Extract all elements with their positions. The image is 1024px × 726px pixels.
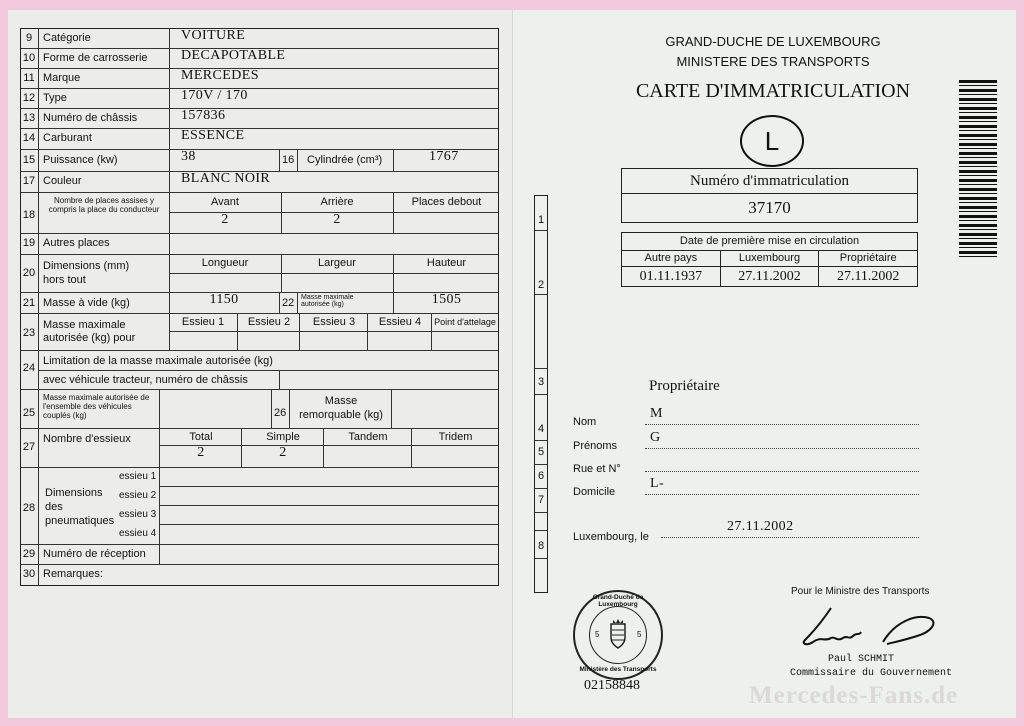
left-page bbox=[8, 10, 513, 718]
owner-date: 27.11.2002 bbox=[836, 269, 900, 284]
issue-date-line bbox=[661, 537, 919, 538]
right-page bbox=[513, 10, 1016, 718]
make-label: Marque bbox=[43, 72, 81, 84]
other-places-label: Autres places bbox=[43, 237, 110, 249]
signer-title: Commissaire du Gouvernement bbox=[789, 668, 953, 679]
luxembourg-date: 27.11.2002 bbox=[721, 267, 820, 286]
row-number: 22 bbox=[282, 297, 295, 309]
domicile-label: Domicile bbox=[573, 486, 616, 498]
approval-number-label: Numéro de réception bbox=[43, 548, 146, 560]
seal-left-number: 5 bbox=[595, 630, 600, 639]
tyre-axle2-label: essieu 2 bbox=[119, 490, 157, 501]
document-title: CARTE D'IMMATRICULATION bbox=[635, 80, 911, 102]
body-type-label: Forme de carrosserie bbox=[43, 52, 148, 64]
coupling-point-header: Point d'attelage bbox=[434, 317, 496, 327]
fuel-label: Carburant bbox=[43, 132, 92, 144]
color-value: BLANC NOIR bbox=[181, 171, 271, 186]
row-number: 29 bbox=[22, 548, 36, 560]
chassis-label: Numéro de châssis bbox=[43, 112, 138, 124]
axle-mass-sublabel: autorisée (kg) pour bbox=[43, 332, 136, 344]
surname-line bbox=[645, 424, 919, 425]
row-number: 25 bbox=[22, 407, 36, 419]
row-number: 18 bbox=[22, 209, 36, 221]
barcode bbox=[959, 80, 997, 260]
towable-mass-label: Masse bbox=[324, 395, 358, 407]
side-number: 6 bbox=[537, 470, 545, 482]
registration-label: Numéro d'immatriculation bbox=[622, 169, 917, 194]
luxembourg-header: Luxembourg bbox=[721, 251, 820, 266]
seal-bottom-text: Ministère des Transports bbox=[579, 666, 657, 673]
displacement-value: 1767 bbox=[429, 149, 459, 164]
ministry-seal bbox=[573, 590, 663, 680]
surname-value: M bbox=[650, 406, 663, 421]
row-number: 14 bbox=[22, 132, 36, 144]
seats-rear-value: 2 bbox=[333, 212, 341, 227]
dimensions-label: Dimensions (mm) bbox=[43, 260, 130, 272]
axle1-header: Essieu 1 bbox=[181, 316, 225, 328]
country-oval bbox=[740, 115, 804, 167]
row-number: 16 bbox=[282, 154, 295, 166]
mass-limit-label: Limitation de la masse maximale autorisée (kg) bbox=[43, 355, 273, 367]
tyre-axle4-label: essieu 4 bbox=[119, 528, 157, 539]
power-value: 38 bbox=[181, 149, 196, 164]
first-registration-box bbox=[621, 232, 918, 287]
side-number: 7 bbox=[537, 494, 545, 506]
row-number: 9 bbox=[25, 32, 33, 44]
row-number: 28 bbox=[22, 502, 36, 514]
tandem-axles-header: Tandem bbox=[348, 431, 388, 443]
tyre-dimensions-label-3: pneumatiques bbox=[45, 515, 115, 527]
tyre-dimensions-label: Dimensions bbox=[45, 487, 103, 499]
signature-icon bbox=[795, 602, 945, 654]
empty-mass-label: Masse à vide (kg) bbox=[43, 297, 130, 309]
side-number-column bbox=[534, 195, 548, 593]
single-axles-value: 2 bbox=[279, 445, 287, 460]
tractor-chassis-label: avec véhicule tracteur, numéro de châssis bbox=[43, 374, 248, 386]
empty-mass-value: 1150 bbox=[209, 292, 239, 307]
max-mass-value: 1505 bbox=[431, 292, 462, 307]
row-number: 15 bbox=[22, 154, 36, 166]
total-axles-header: Total bbox=[189, 431, 213, 443]
length-header: Longueur bbox=[201, 257, 249, 269]
other-country-date: 01.11.1937 bbox=[622, 267, 721, 286]
axles-label: Nombre d'essieux bbox=[43, 433, 131, 445]
owner-header: Propriétaire bbox=[839, 252, 897, 264]
tridem-axles-header: Tridem bbox=[438, 431, 473, 443]
coat-of-arms-icon bbox=[603, 618, 633, 652]
serial-number: 02158848 bbox=[584, 678, 640, 693]
body-type-value: DECAPOTABLE bbox=[181, 48, 286, 63]
domicile-line bbox=[645, 494, 919, 495]
registration-number: 37170 bbox=[748, 198, 791, 217]
row-number: 30 bbox=[22, 568, 36, 580]
max-mass-label: Masse maximale autorisée (kg) bbox=[301, 294, 354, 308]
displacement-label: Cylindrée (cm³) bbox=[307, 154, 383, 166]
combined-mass-label: Masse maximale autorisée de l'ensemble des véhicules couplés (kg) bbox=[43, 393, 150, 420]
total-axles-value: 2 bbox=[197, 445, 205, 460]
fuel-value: ESSENCE bbox=[181, 128, 245, 143]
height-header: Hauteur bbox=[426, 257, 467, 269]
side-number: 2 bbox=[537, 279, 545, 291]
side-number: 8 bbox=[537, 540, 545, 552]
towable-mass-sublabel: remorquable (kg) bbox=[299, 409, 383, 421]
tyre-axle1-label: essieu 1 bbox=[119, 471, 157, 482]
axle4-header: Essieu 4 bbox=[378, 316, 422, 328]
place-label: Luxembourg, le bbox=[573, 531, 649, 543]
category-label: Catégorie bbox=[43, 32, 91, 44]
domicile-value: L- bbox=[650, 476, 665, 491]
axle2-header: Essieu 2 bbox=[247, 316, 291, 328]
row-number: 13 bbox=[22, 112, 36, 124]
signature-caption: Pour le Ministre des Transports bbox=[791, 586, 930, 597]
street-line bbox=[645, 471, 919, 472]
seats-label: Nombre de places assises y compris la place du conducteur bbox=[48, 196, 160, 214]
ministry-heading: MINISTERE DES TRANSPORTS bbox=[676, 54, 870, 69]
seal-right-number: 5 bbox=[637, 630, 642, 639]
seats-rear-header: Arrière bbox=[320, 196, 354, 208]
row-number: 27 bbox=[22, 441, 36, 453]
surname-label: Nom bbox=[573, 416, 597, 428]
seal-top-text: Grand-Duché de Luxembourg bbox=[592, 594, 644, 608]
issue-date: 27.11.2002 bbox=[727, 519, 794, 534]
standing-places-header: Places debout bbox=[411, 196, 482, 208]
signer-name: Paul SCHMIT bbox=[827, 654, 894, 665]
color-label: Couleur bbox=[43, 175, 82, 187]
side-number: 1 bbox=[537, 214, 545, 226]
dimensions-sublabel: hors tout bbox=[43, 274, 86, 286]
row-number: 12 bbox=[22, 92, 36, 104]
first-registration-label: Date de première mise en circulation bbox=[622, 233, 917, 251]
vehicle-data-form bbox=[20, 28, 499, 586]
row-number: 11 bbox=[23, 72, 35, 84]
row-number: 19 bbox=[22, 237, 36, 249]
country-code: L bbox=[764, 126, 780, 156]
axle-mass-label: Masse maximale bbox=[43, 319, 126, 331]
row-number: 17 bbox=[22, 175, 36, 187]
type-value: 170V / 170 bbox=[181, 88, 248, 103]
side-number: 4 bbox=[537, 423, 545, 435]
tyre-axle3-label: essieu 3 bbox=[119, 509, 157, 520]
seats-front-header: Avant bbox=[211, 196, 239, 208]
row-number: 21 bbox=[22, 297, 36, 309]
side-number: 3 bbox=[537, 376, 545, 388]
row-number: 26 bbox=[274, 407, 287, 419]
label-column-line bbox=[169, 29, 170, 192]
other-country-header: Autre pays bbox=[622, 251, 721, 266]
first-names-value: G bbox=[650, 430, 661, 445]
remarks-label: Remarques: bbox=[43, 568, 103, 580]
country-heading: GRAND-DUCHE DE LUXEMBOURG bbox=[665, 34, 881, 49]
axle3-header: Essieu 3 bbox=[312, 316, 356, 328]
row-number: 23 bbox=[22, 327, 36, 339]
power-label: Puissance (kw) bbox=[43, 154, 118, 166]
first-names-line bbox=[645, 448, 919, 449]
seats-front-value: 2 bbox=[221, 212, 229, 227]
side-number: 5 bbox=[537, 446, 545, 458]
row-number: 20 bbox=[22, 267, 36, 279]
row-number: 10 bbox=[22, 52, 36, 64]
owner-title: Propriétaire bbox=[649, 378, 720, 394]
tyre-dimensions-label-2: des bbox=[45, 501, 63, 513]
category-value: VOITURE bbox=[181, 28, 246, 43]
single-axles-header: Simple bbox=[266, 431, 300, 443]
registration-box bbox=[621, 168, 918, 223]
width-header: Largeur bbox=[318, 257, 356, 269]
make-value: MERCEDES bbox=[181, 68, 259, 83]
type-label: Type bbox=[43, 92, 67, 104]
row-number: 24 bbox=[22, 362, 36, 374]
watermark: Mercedes-Fans.de bbox=[749, 682, 959, 709]
first-names-label: Prénoms bbox=[573, 440, 618, 452]
chassis-value: 157836 bbox=[181, 108, 226, 123]
street-label: Rue et N° bbox=[573, 463, 621, 475]
